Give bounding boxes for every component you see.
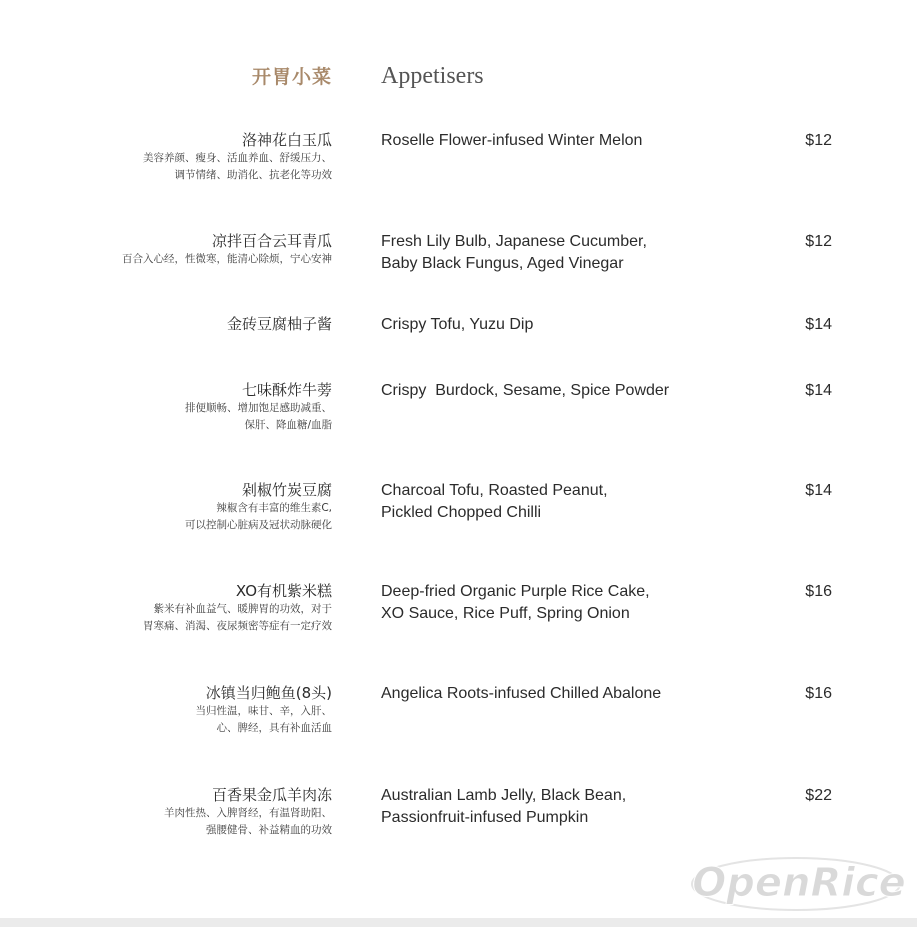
dish-name-zh: 剁椒竹炭豆腐 [241,481,332,499]
dish-name-en: Fresh Lily Bulb, Japanese Cucumber, Baby Black Fungus, Aged Vinegar [381,233,647,272]
dish-desc-zh: 强腰健骨、补益精血的功效 [206,824,332,836]
dish-price: $12 [805,132,832,149]
dish-desc-zh: 百合入心经，性微寒，能清心除烦，宁心安神 [122,253,332,265]
dish-name-zh: 七味酥炸牛蒡 [241,381,332,399]
dish-price: $16 [805,685,832,702]
dish-name-zh: XO有机紫米糕 [235,582,332,600]
dish-desc-zh: 辣椒含有丰富的维生素C, [216,502,332,514]
dish-name-zh: 百香果金瓜羊肉冻 [211,786,332,804]
dish-price: $16 [805,583,832,600]
dish-desc-zh: 调节情绪、助消化、抗老化等功效 [174,169,332,181]
bottom-divider [0,918,917,927]
menu-item [0,231,917,291]
dish-name-en: Crispy Tofu, Yuzu Dip [381,316,534,333]
openrice-watermark-logo [688,848,910,918]
dish-name-zh: 凉拌百合云耳青瓜 [211,232,332,250]
dish-price: $22 [805,787,832,804]
dish-desc-zh: 保肝、降血糖/血脂 [244,419,332,431]
dish-desc-zh: 排便顺畅、增加饱足感助减重、 [185,402,332,414]
dish-name-en: Australian Lamb Jelly, Black Bean, Passionfruit-infused Pumpkin [381,787,627,826]
dish-price: $12 [805,233,832,250]
menu-item [0,480,917,540]
menu-item [0,581,917,641]
dish-desc-zh: 可以控制心脏病及冠状动脉硬化 [185,519,332,531]
dish-name-en: Deep-fried Organic Purple Rice Cake, XO Sauce, Rice Puff, Spring Onion [381,583,650,622]
dish-name-en: Angelica Roots-infused Chilled Abalone [381,685,662,702]
dish-desc-zh: 心、脾经，具有补血活血 [216,722,332,734]
dish-price: $14 [805,316,832,333]
watermark-text: OpenRice [692,860,906,906]
dish-name-en: Roselle Flower-infused Winter Melon [381,132,643,149]
dish-price: $14 [805,382,832,399]
dish-name-en: Charcoal Tofu, Roasted Peanut, Pickled Chopped Chilli [381,482,608,521]
dish-name-en: Crispy Burdock, Sesame, Spice Powder [381,382,670,399]
dish-desc-zh: 羊肉性热、入脾肾经，有温肾助阳、 [164,807,332,819]
menu-item [0,683,917,743]
dish-desc-zh: 当归性温，味甘、辛，入肝、 [195,705,332,717]
dish-price: $14 [805,482,832,499]
menu-item [0,785,917,845]
section-title-en: Appetisers [381,63,484,89]
dish-desc-zh: 胃寒痛、消渴、夜尿频密等症有一定疗效 [143,620,332,632]
dish-name-zh: 冰镇当归鲍鱼(8头) [205,684,332,702]
menu-item [0,380,917,440]
dish-desc-zh: 美容养颜、瘦身、活血养血、舒缓压力、 [143,152,332,164]
dish-name-zh: 洛神花白玉瓜 [241,131,332,149]
dish-name-zh: 金砖豆腐柚子酱 [226,315,332,333]
section-title-zh: 开胃小菜 [251,66,332,88]
dish-desc-zh: 紫米有补血益气、暖脾胃的功效，对于 [153,603,332,615]
menu-item [0,130,917,190]
menu-item [0,314,917,374]
